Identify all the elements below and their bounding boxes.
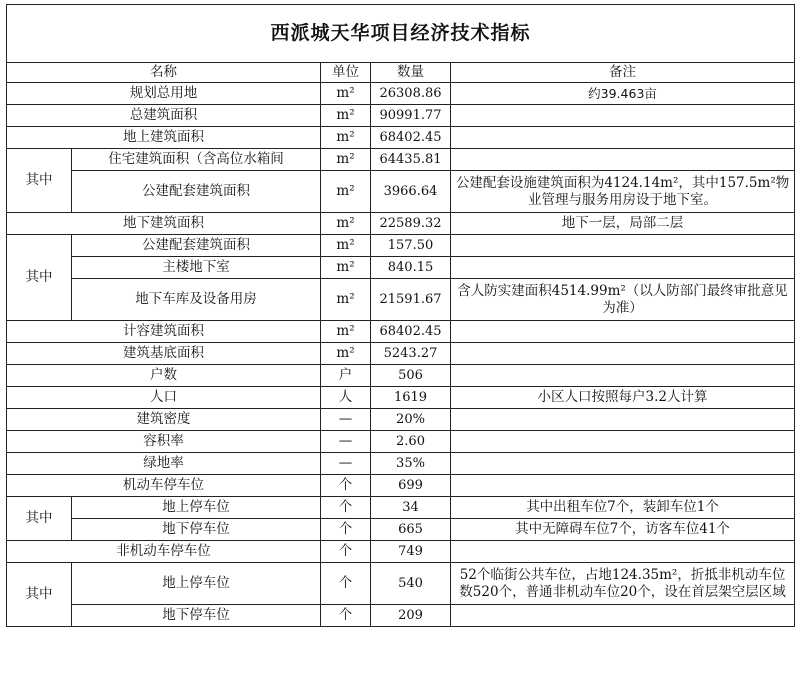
table-row xyxy=(7,279,795,321)
row-name: 总建筑面积 xyxy=(7,105,321,127)
table-row xyxy=(7,519,795,541)
row-note xyxy=(451,365,795,387)
table-row xyxy=(7,321,795,343)
row-note: 地下一层，局部二层 xyxy=(451,213,795,235)
table-row xyxy=(7,127,795,149)
row-unit: 个 xyxy=(321,519,371,541)
row-name: 地上建筑面积 xyxy=(7,127,321,149)
row-unit: m² xyxy=(321,235,371,257)
table-row xyxy=(7,365,795,387)
row-name: 主楼地下室 xyxy=(72,257,321,279)
row-unit: 个 xyxy=(321,497,371,519)
row-note xyxy=(451,257,795,279)
title-row xyxy=(7,5,795,63)
row-name: 非机动车停车位 xyxy=(7,541,321,563)
row-qty: 21591.67 xyxy=(371,279,451,321)
row-name: 公建配套建筑面积 xyxy=(72,171,321,213)
row-unit: m² xyxy=(321,321,371,343)
row-name: 建筑基底面积 xyxy=(7,343,321,365)
row-unit: 个 xyxy=(321,475,371,497)
row-unit: 个 xyxy=(321,541,371,563)
table-row xyxy=(7,409,795,431)
row-name: 规划总用地 xyxy=(7,83,321,105)
economic-indicator-table xyxy=(6,4,795,627)
row-name: 容积率 xyxy=(7,431,321,453)
row-name: 住宅建筑面积（含高位水箱间 xyxy=(72,149,321,171)
row-qty: 665 xyxy=(371,519,451,541)
table-row xyxy=(7,563,795,605)
table-row xyxy=(7,343,795,365)
row-name: 计容建筑面积 xyxy=(7,321,321,343)
header-row xyxy=(7,63,795,83)
row-qty: 90991.77 xyxy=(371,105,451,127)
row-name: 地下停车位 xyxy=(72,519,321,541)
row-unit: 户 xyxy=(321,365,371,387)
table-row xyxy=(7,605,795,627)
table-row xyxy=(7,431,795,453)
row-note xyxy=(451,343,795,365)
table-row xyxy=(7,387,795,409)
row-qty: 5243.27 xyxy=(371,343,451,365)
row-unit: m² xyxy=(321,257,371,279)
table-title: 西派城天华项目经济技术指标 xyxy=(7,5,795,63)
row-unit: 人 xyxy=(321,387,371,409)
row-name: 地上停车位 xyxy=(72,497,321,519)
table-row xyxy=(7,83,795,105)
row-note xyxy=(451,235,795,257)
row-note xyxy=(451,475,795,497)
row-unit: m² xyxy=(321,149,371,171)
row-qty: 34 xyxy=(371,497,451,519)
table-row xyxy=(7,541,795,563)
row-unit: m² xyxy=(321,127,371,149)
row-name: 绿地率 xyxy=(7,453,321,475)
table-row xyxy=(7,453,795,475)
group-label: 其中 xyxy=(7,497,72,541)
table-row xyxy=(7,149,795,171)
row-unit: m² xyxy=(321,279,371,321)
row-unit: m² xyxy=(321,213,371,235)
header-qty: 数量 xyxy=(371,63,451,83)
indicator-sheet xyxy=(6,4,794,677)
row-unit: — xyxy=(321,453,371,475)
table-row xyxy=(7,105,795,127)
table-row xyxy=(7,213,795,235)
row-unit: 个 xyxy=(321,563,371,605)
row-note: 小区人口按照每户3.2人计算 xyxy=(451,387,795,409)
row-qty: 1619 xyxy=(371,387,451,409)
row-name: 地上停车位 xyxy=(72,563,321,605)
row-note xyxy=(451,541,795,563)
row-note xyxy=(451,605,795,627)
row-note xyxy=(451,431,795,453)
row-qty: 35% xyxy=(371,453,451,475)
row-name: 地下建筑面积 xyxy=(7,213,321,235)
table-row xyxy=(7,235,795,257)
row-note xyxy=(451,453,795,475)
row-unit: m² xyxy=(321,171,371,213)
group-label: 其中 xyxy=(7,235,72,321)
row-unit: m² xyxy=(321,343,371,365)
row-note xyxy=(451,409,795,431)
row-qty: 506 xyxy=(371,365,451,387)
row-note: 约39.463亩 xyxy=(451,83,795,105)
table-row xyxy=(7,475,795,497)
row-qty: 209 xyxy=(371,605,451,627)
row-name: 地下车库及设备用房 xyxy=(72,279,321,321)
row-qty: 2.60 xyxy=(371,431,451,453)
table-row xyxy=(7,497,795,519)
row-name: 机动车停车位 xyxy=(7,475,321,497)
row-note: 52个临街公共车位，占地124.35m²，折抵非机动车位数520个，普通非机动车位20个，设在首层架空层区域 xyxy=(451,563,795,605)
row-qty: 64435.81 xyxy=(371,149,451,171)
row-unit: 个 xyxy=(321,605,371,627)
row-name: 户数 xyxy=(7,365,321,387)
row-note xyxy=(451,127,795,149)
row-qty: 749 xyxy=(371,541,451,563)
group-label: 其中 xyxy=(7,149,72,213)
row-unit: — xyxy=(321,431,371,453)
header-name: 名称 xyxy=(7,63,321,83)
row-qty: 22589.32 xyxy=(371,213,451,235)
row-name: 地下停车位 xyxy=(72,605,321,627)
group-label: 其中 xyxy=(7,563,72,627)
row-qty: 699 xyxy=(371,475,451,497)
row-unit: — xyxy=(321,409,371,431)
row-note: 其中无障碍车位7个，访客车位41个 xyxy=(451,519,795,541)
row-note: 含人防实建面积4514.99m²（以人防部门最终审批意见为准） xyxy=(451,279,795,321)
row-qty: 157.50 xyxy=(371,235,451,257)
row-qty: 20% xyxy=(371,409,451,431)
row-note: 公建配套设施建筑面积为4124.14m²，其中157.5m²物业管理与服务用房设于地下室。 xyxy=(451,171,795,213)
row-qty: 540 xyxy=(371,563,451,605)
row-name: 人口 xyxy=(7,387,321,409)
table-row xyxy=(7,171,795,213)
row-qty: 68402.45 xyxy=(371,321,451,343)
row-qty: 3966.64 xyxy=(371,171,451,213)
header-note: 备注 xyxy=(451,63,795,83)
row-unit: m² xyxy=(321,83,371,105)
row-unit: m² xyxy=(321,105,371,127)
row-note xyxy=(451,321,795,343)
row-qty: 26308.86 xyxy=(371,83,451,105)
row-note xyxy=(451,149,795,171)
header-unit: 单位 xyxy=(321,63,371,83)
row-note: 其中出租车位7个，装卸车位1个 xyxy=(451,497,795,519)
row-note xyxy=(451,105,795,127)
row-qty: 840.15 xyxy=(371,257,451,279)
row-qty: 68402.45 xyxy=(371,127,451,149)
table-row xyxy=(7,257,795,279)
row-name: 建筑密度 xyxy=(7,409,321,431)
row-name: 公建配套建筑面积 xyxy=(72,235,321,257)
